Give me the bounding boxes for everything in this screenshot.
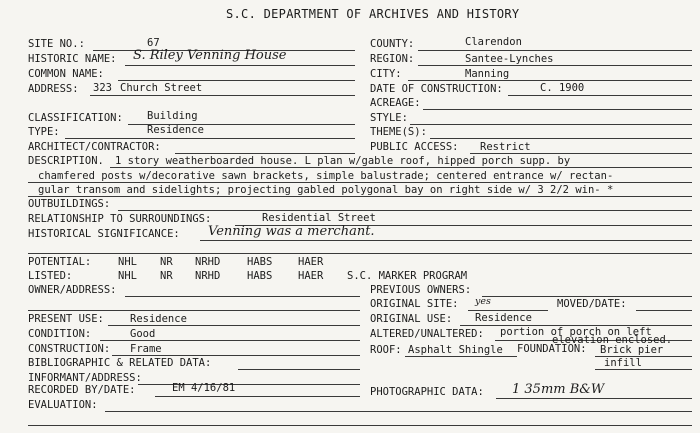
significance-line [200,240,692,241]
condition-value: Good [130,328,156,340]
recorded-label: RECORDED BY/DATE: [28,384,136,396]
historic-name-value: S. Riley Venning House [133,48,287,63]
potential-habs: HABS [247,256,273,268]
marker-program-label: S.C. MARKER PROGRAM [347,270,468,282]
address-line [90,95,355,96]
foundation-line-2 [595,369,692,370]
region-value: Santee-Lynches [465,53,554,65]
type-label: TYPE: [28,126,60,138]
evaluation-line [105,411,692,412]
foundation-label: FOUNDATION: [517,343,587,355]
architect-label: ARCHITECT/CONTRACTOR: [28,141,161,153]
listed-nrhd: NRHD [195,270,221,282]
region-label: REGION: [370,53,415,65]
acreage-line [423,109,692,110]
date-construction-value: C. 1900 [540,82,585,94]
description-rule-2 [28,182,692,183]
common-name-line [118,80,355,81]
county-line [418,50,692,51]
altered-value-2: elevation enclosed. [552,334,673,346]
roof-value: Asphalt Shingle [408,344,503,356]
potential-nrhd: NRHD [195,256,221,268]
previous-owners-label: PREVIOUS OWNERS: [370,284,472,296]
description-label: DESCRIPTION. [28,155,104,167]
outbuildings-label: OUTBUILDINGS: [28,198,111,210]
type-value: Residence [147,124,204,136]
original-site-line [468,310,548,311]
historic-name-line [125,65,355,66]
region-line [418,65,692,66]
themes-label: THEME(S): [370,126,427,138]
owner-line [125,296,360,297]
relationship-label: RELATIONSHIP TO SURROUNDINGS: [28,213,212,225]
condition-label: CONDITION: [28,328,92,340]
listed-label: LISTED: [28,270,73,282]
present-use-line [108,325,360,326]
recorded-value: EM 4/16/81 [172,382,236,394]
themes-line [430,138,692,139]
listed-nr: NR [160,270,173,282]
relationship-value: Residential Street [262,212,376,224]
description-line-3: gular transom and sidelights; projecting gabled polygonal bay on right side w/ 3 2/2 win- * [38,184,614,196]
site-no-value: 67 [147,37,160,49]
date-construction-label: DATE OF CONSTRUCTION: [370,83,503,95]
description-rule-3 [28,196,692,197]
present-use-label: PRESENT USE: [28,313,104,325]
original-site-value: yes [475,296,491,307]
common-name-label: COMMON NAME: [28,68,104,80]
altered-value-1: portion of porch on left [500,326,652,338]
significance-line-2 [28,253,692,254]
city-value: Manning [465,68,510,80]
classification-value: Building [147,110,198,122]
classification-label: CLASSIFICATION: [28,112,123,124]
photographic-line [496,398,692,399]
construction-value: Frame [130,343,162,355]
original-use-label: ORIGINAL USE: [370,313,453,325]
owner-line-2 [28,310,360,311]
acreage-label: ACREAGE: [370,97,421,109]
listed-haer: HAER [298,270,324,282]
photographic-value: 1 35mm B&W [512,382,605,397]
previous-owners-line [482,296,692,297]
public-access-label: PUBLIC ACCESS: [370,141,459,153]
potential-nr: NR [160,256,173,268]
photographic-label: PHOTOGRAPHIC DATA: [370,386,484,398]
listed-nhl: NHL [118,270,137,282]
address-number: 323 [93,82,112,94]
city-label: CITY: [370,68,402,80]
condition-line [100,340,360,341]
address-label: ADDRESS: [28,83,79,95]
potential-nhl: NHL [118,256,137,268]
bibliographic-line [238,369,360,370]
original-site-label: ORIGINAL SITE: [370,298,459,310]
present-use-value: Residence [130,313,187,325]
evaluation-line-2 [28,425,692,426]
date-construction-line [508,95,692,96]
roof-line [405,356,517,357]
foundation-value-2: infill [604,357,642,369]
architect-line [175,153,355,154]
county-label: COUNTY: [370,38,415,50]
potential-label: POTENTIAL: [28,256,92,268]
listed-habs: HABS [247,270,273,282]
style-line [410,124,692,125]
foundation-value-1: Brick pier [600,344,664,356]
outbuildings-line [118,210,692,211]
construction-line [112,355,360,356]
potential-haer: HAER [298,256,324,268]
evaluation-label: EVALUATION: [28,399,98,411]
moved-date-line [636,310,692,311]
public-access-line [470,153,692,154]
altered-label: ALTERED/UNALTERED: [370,328,484,340]
description-line-2: chamfered posts w/decorative sawn brackets, simple balustrade; centered entrance w/ rectan- [38,170,614,182]
significance-label: HISTORICAL SIGNIFICANCE: [28,228,180,240]
description-rule-1 [110,167,692,168]
type-line [65,138,355,139]
site-no-label: SITE NO.: [28,38,85,50]
informant-label: INFORMANT/ADDRESS: [28,372,142,384]
address-street: Church Street [120,82,203,94]
recorded-line [155,396,360,397]
significance-value: Venning was a merchant. [208,224,375,239]
moved-date-label: MOVED/DATE: [557,298,627,310]
public-access-value: Restrict [480,141,531,153]
style-label: STYLE: [370,112,408,124]
roof-label: ROOF: [370,344,402,356]
owner-label: OWNER/ADDRESS: [28,284,117,296]
description-line-1: 1 story weatherboarded house. L plan w/gable roof, hipped porch supp. by [115,155,571,167]
original-use-value: Residence [475,312,532,324]
bibliographic-label: BIBLIOGRAPHIC & RELATED DATA: [28,357,212,369]
county-value: Clarendon [465,36,522,48]
construction-label: CONSTRUCTION: [28,343,111,355]
form-title: S.C. DEPARTMENT OF ARCHIVES AND HISTORY [226,7,520,21]
historic-name-label: HISTORIC NAME: [28,53,117,65]
city-line [408,80,692,81]
